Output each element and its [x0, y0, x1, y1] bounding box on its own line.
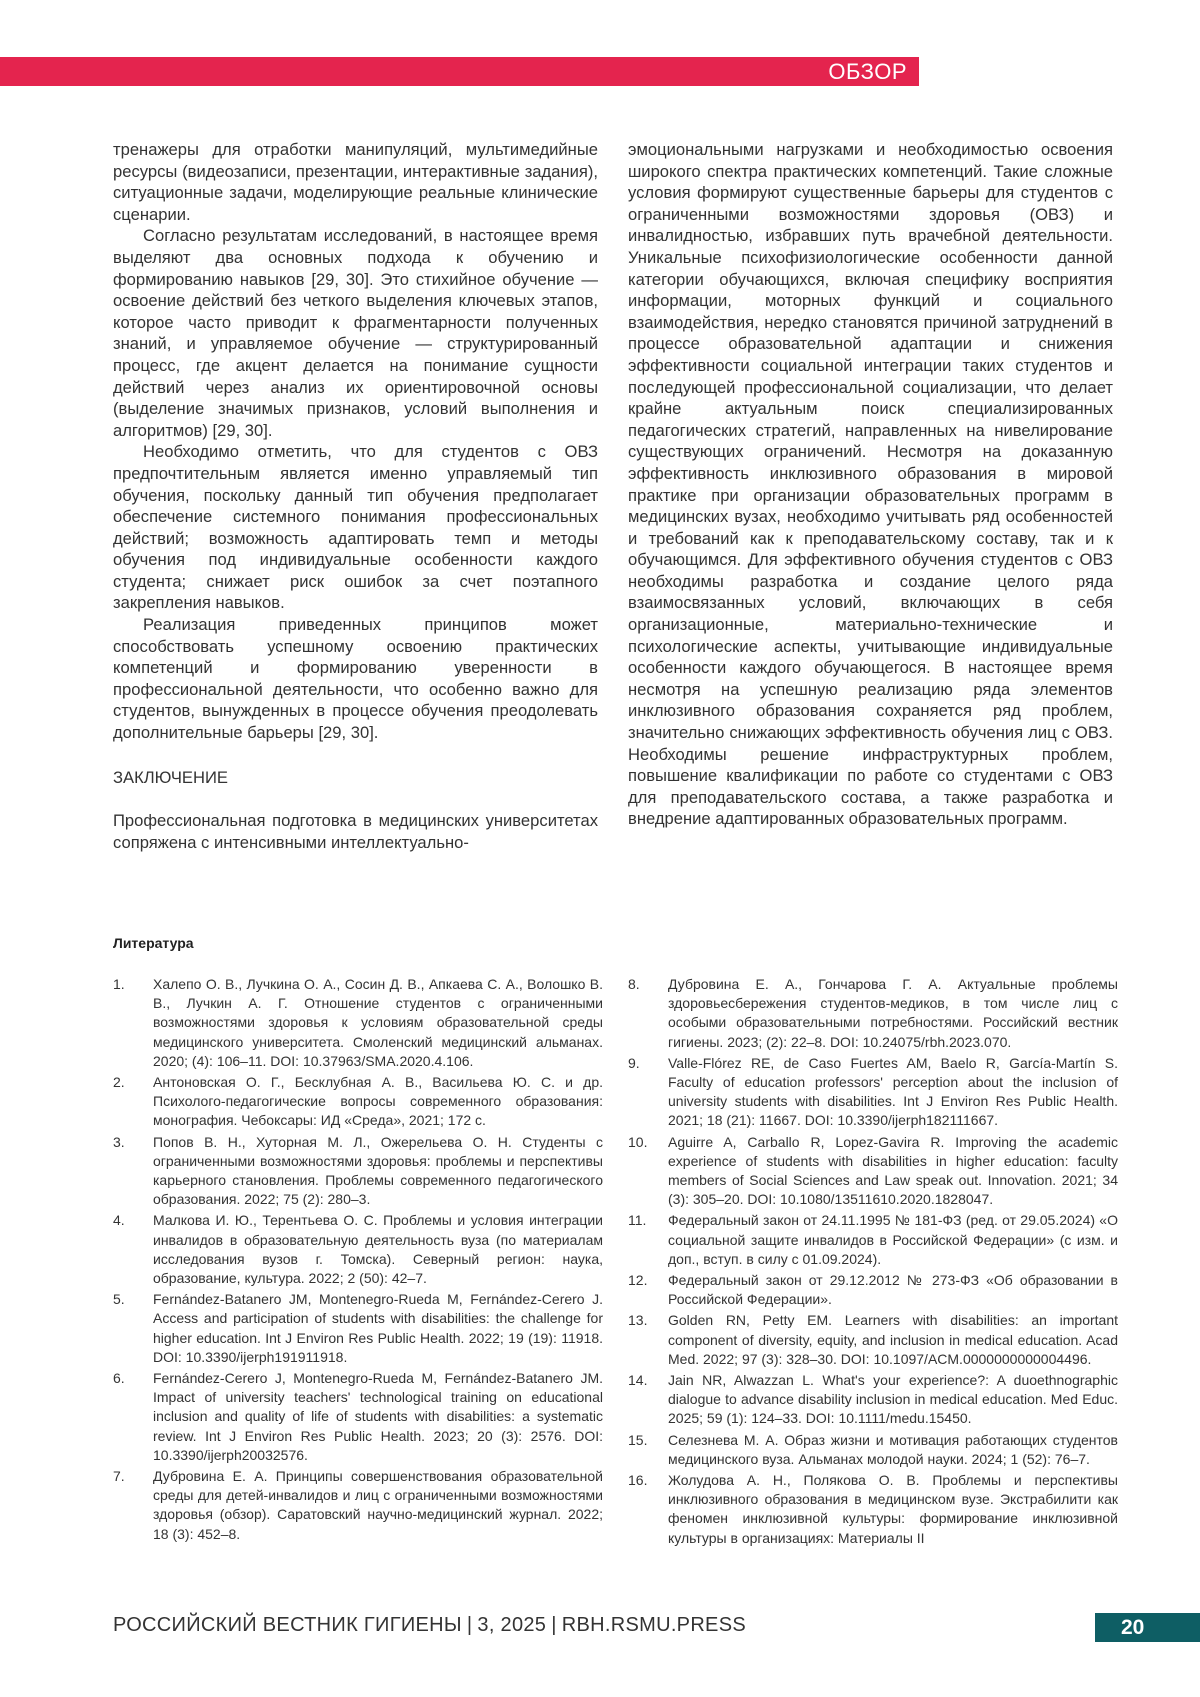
references-column-left	[113, 975, 603, 1546]
reference-text: Fernández-Batanero JM, Montenegro-Rueda M, Fernández-Cerero J. Access and participation of students with disabilities: the challenge for higher education. Int J Environ Res Public Health. 2022; 19 (19): 11918. DOI: 10.3390/ijerph191911918.	[153, 1291, 603, 1365]
body-paragraph: Согласно результатам исследований, в настоящее время выделяют два основных подхода к обучению и формированию навыков [29, 30]. Это стихийное обучение — освоение действий без четкого выделения ключевых этапов, которое часто приводит к фрагментарности полученных знаний, и управляемое обучение — структурированный процесс, где акцент делается на понимание сущности действий через анализ их ориентировочной основы (выделение значимых признаков, условий выполнения и алгоритмов) [29, 30].	[113, 226, 598, 440]
reference-text: Golden RN, Petty EM. Learners with disabilities: an important component of diversity, equity, and inclusion in medical education. Acad Med. 2022; 97 (3): 328–30. DOI: 10.1097/ACM.0000000000004496.	[668, 1312, 1118, 1367]
reference-number: 8.	[628, 976, 640, 992]
reference-text: Дубровина Е. А. Принципы совершенствования образовательной среды для детей-инвалидов и лиц с ограниченными возможностями здоровья (обзор). Саратовский научно-медицинский журнал. 2022; 18 (3): 452–8.	[153, 1468, 603, 1542]
reference-item	[628, 1211, 1118, 1269]
footer-journal-line	[113, 1612, 746, 1638]
reference-item	[628, 1133, 1118, 1210]
reference-number: 15.	[628, 1431, 648, 1448]
reference-item	[628, 1271, 1118, 1309]
body-paragraph: Реализация приведенных принципов может способствовать успешному освоению практических компетенций и формированию уверенности в профессиональной деятельности, что особенно важно для студентов, вынужденных в процессе обучения преодолевать дополнительные барьеры [29, 30].	[113, 615, 598, 743]
body-paragraph: эмоциональными нагрузками и необходимостью освоения широкого спектра практических компетенций. Такие сложные условия формируют существенные барьеры для студентов с ограниченными возможностями здоровья (ОВЗ) и инвалидностью, избравших путь врачебной деятельности. Уникальные психофизиологические особенности данной категории обучающихся, включая специфику восприятия информации, моторных функций и социального взаимодействия, нередко становятся причиной затруднений в процессе образовательной адаптации и снижения эффективности социальной интеграции таких студентов и последующей профессиональной социализации, что делает крайне актуальным поиск специализированных педагогических стратегий, направленных на нивелирование существующих ограничений. Несмотря на доказанную эффективность инклюзивного образования в мировой практике при организации образовательных программ в медицинских вузах, необходимо учитывать ряд особенностей и требований как к преподавательскому составу, так и к обучающимся. Для эффективного обучения студентов с ОВЗ необходимы разработка и создание целого ряда взаимосвязанных условий, включающих в себя организационные, материально-технические и психологические аспекты, учитывающие индивидуальные особенности каждого обучающегося. В настоящее время несмотря на успешную реализацию ряда элементов инклюзивного образования сохраняется ряд проблем, значительно снижающих эффективность обучения лиц с ОВЗ. Необходимы решение инфраструктурных проблем, повышение квалификации по работе со студентами с ОВЗ для преподавательского состава, а также разработка и внедрение адаптированных образовательных программ.	[628, 140, 1113, 829]
reference-item	[113, 1211, 603, 1288]
reference-number: 5.	[113, 1291, 125, 1308]
section-banner	[0, 57, 919, 86]
journal-site-link[interactable]: RBH.RSMU.PRESS	[561, 1614, 746, 1636]
reference-text: Попов В. Н., Хуторная М. Л., Ожерельева О. Н. Студенты с ограниченными возможностями здоровья: проблемы и перспективы карьерного становления. Проблемы современного педагогического образования. 2022; 75 (2): 280–3.	[153, 1133, 603, 1208]
references-column-right	[628, 975, 1118, 1550]
reference-number: 3.	[113, 1133, 125, 1150]
section-heading-conclusion: ЗАКЛЮЧЕНИЕ	[113, 767, 228, 787]
reference-number: 4.	[113, 1212, 125, 1229]
body-column-right	[628, 139, 1113, 830]
reference-item	[628, 1371, 1118, 1429]
reference-text: Халепо О. В., Лучкина О. А., Сосин Д. В., Апкаева С. А., Волошко В. В., Лучкин А. Г. Отношение студентов с ограниченными возможностями здоровья к условиям образовательной среды медицинского университета. Смоленский медицинский альманах. 2020; (4): 106–11. DOI: 10.37963/SMA.2020.4.106.	[153, 976, 603, 1069]
reference-number: 11.	[628, 1212, 647, 1229]
body-column-left	[113, 139, 598, 853]
reference-text: Valle-Flórez RE, de Caso Fuertes AM, Baelo R, García-Martín S. Faculty of education professors' perception about the inclusion of university students with disabilities. Int J Environ Res Public Health. 2021; 18 (21): 11667. DOI: 10.3390/ijerph182111667.	[668, 1054, 1118, 1129]
reference-number: 10.	[628, 1133, 648, 1150]
reference-number: 1.	[113, 976, 125, 992]
reference-item	[628, 1054, 1118, 1131]
conclusion-paragraph: Профессиональная подготовка в медицинских университетах сопряжена с интенсивными интеллектуально-	[113, 811, 598, 852]
reference-number: 6.	[113, 1370, 125, 1387]
reference-item	[628, 1471, 1118, 1548]
reference-number: 16.	[628, 1472, 648, 1489]
reference-text: Малкова И. Ю., Терентьева О. С. Проблемы и условия интеграции инвалидов в образовательную деятельность вуза (по материалам исследования вузов г. Томска). Северный регион: наука, образование, культура. 2022; 2 (50): 42–7.	[153, 1212, 603, 1287]
reference-number: 12.	[628, 1272, 648, 1289]
page-number-box	[1095, 1613, 1200, 1642]
section-label: ОБЗОР	[828, 59, 907, 84]
reference-text: Fernández-Cerero J, Montenegro-Rueda M, Fernández-Batanero JM. Impact of university teachers' technological training on educational inclusion and quality of life of students with disabilities: a systematic review. Int J Environ Res Public Health. 2023; 20 (3): 2576. DOI: 10.3390/ijerph20032576.	[153, 1370, 603, 1463]
reference-number: 13.	[628, 1312, 648, 1329]
reference-item	[113, 1467, 603, 1544]
reference-text: Федеральный закон от 29.12.2012 № 273-ФЗ «Об образовании в Российской Федерации».	[668, 1272, 1118, 1308]
reference-item	[628, 1311, 1118, 1369]
page-number: 20	[1121, 1616, 1145, 1639]
reference-item	[113, 1133, 603, 1210]
reference-number: 14.	[628, 1372, 648, 1389]
reference-text: Дубровина Е. А., Гончарова Г. А. Актуальные проблемы здоровьесбережения студентов-медиков, в том числе лиц с особыми образовательными потребностями. Российский вестник гигиены. 2023; (2): 22–8. DOI: 10.24075/rbh.2023.070.	[668, 976, 1118, 1050]
footer-separator: |	[551, 1614, 557, 1636]
reference-number: 2.	[113, 1074, 125, 1091]
reference-text: Jain NR, Alwazzan L. What's your experience?: A duoethnographic dialogue to advance disability inclusion in medical education. Med Educ. 2025; 59 (1): 124–33. DOI: 10.1111/medu.15450.	[668, 1372, 1118, 1427]
reference-item	[113, 1369, 603, 1465]
reference-text: Aguirre A, Carballo R, Lopez-Gavira R. Improving the academic experience of students with disabilities in higher education: faculty members of Social Sciences and Law speak out. Innovation. 2021; 34 (3): 305–20. DOI: 10.1080/13511610.2020.1828047.	[668, 1133, 1118, 1208]
reference-item	[113, 975, 603, 1071]
reference-item	[113, 1290, 603, 1367]
body-paragraph: тренажеры для отработки манипуляций, мультимедийные ресурсы (видеозаписи, презентации, интерактивные задания), ситуационные задачи, моделирующие реальные клинические сценарии.	[113, 140, 598, 224]
reference-text: Антоновская О. Г., Бесклубная А. В., Васильева Ю. С. и др. Психолого-педагогические вопросы современного образования: монография. Чебоксары: ИД «Среда», 2021; 172 с.	[153, 1074, 603, 1129]
journal-issue: 3, 2025	[477, 1614, 547, 1636]
reference-item	[628, 1431, 1118, 1469]
references-title: Литература	[113, 935, 194, 951]
reference-number: 7.	[113, 1468, 125, 1485]
reference-item	[113, 1073, 603, 1131]
footer-separator: |	[466, 1614, 473, 1636]
reference-text: Федеральный закон от 24.11.1995 № 181-ФЗ (ред. от 29.05.2024) «О социальной защите инвалидов в Российской Федерации» (с изм. и доп., вступ. в силу с 01.09.2024).	[668, 1212, 1118, 1267]
reference-text: Жолудова А. Н., Полякова О. В. Проблемы и перспективы инклюзивного образования в медицинском вузе. Экстрабилити как феномен инклюзивной культуры: формирование инклюзивной культуры в организациях: Материалы II	[668, 1472, 1118, 1546]
reference-number: 9.	[628, 1054, 640, 1071]
reference-text: Селезнева М. А. Образ жизни и мотивация работающих студентов медицинского вуза. Альманах молодой науки. 2024; 1 (52): 76–7.	[668, 1431, 1118, 1467]
journal-title: РОССИЙСКИЙ ВЕСТНИК ГИГИЕНЫ	[113, 1614, 462, 1636]
body-paragraph: Необходимо отметить, что для студентов с ОВЗ предпочтительным является именно управляемый тип обучения, поскольку данный тип обучения предполагает обеспечение системного понимания профессиональных действий; возможность адаптировать темп и методы обучения под индивидуальные особенности каждого студента; снижает риск ошибок за счет поэтапного закрепления навыков.	[113, 442, 598, 613]
reference-item	[628, 975, 1118, 1052]
